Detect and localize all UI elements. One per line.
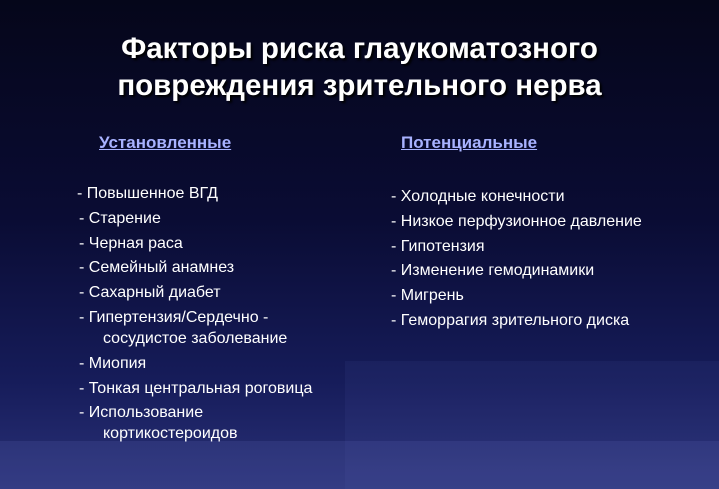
slide-title	[0, 30, 719, 104]
list-item: - Использование кортикостероидов	[79, 404, 238, 443]
list-item: - Старение	[79, 209, 161, 227]
potential-factors-heading: Потенциальные	[401, 133, 538, 152]
list-item: - Гипотензия	[391, 237, 485, 255]
list-item: - Тонкая центральная роговица	[79, 379, 313, 397]
background-step-lower	[0, 441, 719, 489]
list-item: - Изменение гемодинамики	[391, 262, 595, 280]
list-item: - Гипертензия/Сердечно - сосудистое заболевание	[79, 308, 288, 347]
slide-title-line-2: повреждения зрительного нерва	[117, 69, 602, 102]
list-item: - Мигрень	[391, 287, 464, 305]
established-factors-heading: Установленные	[99, 133, 232, 152]
list-item: - Миопия	[79, 354, 147, 372]
list-item: - Низкое перфузионное давление	[391, 212, 642, 230]
list-item: - Повышенное ВГД	[77, 185, 218, 202]
list-item: - Сахарный диабет	[79, 284, 221, 302]
list-item: - Семейный анамнез	[79, 259, 235, 277]
list-item: - Холодные конечности	[391, 188, 565, 205]
list-item: - Черная раса	[79, 234, 183, 252]
list-item: - Геморрагия зрительного диска	[391, 311, 630, 329]
potential-factors-list	[391, 186, 711, 335]
slide-title-line-1: Факторы риска глаукоматозного	[121, 32, 598, 65]
established-factors-list	[77, 183, 357, 448]
